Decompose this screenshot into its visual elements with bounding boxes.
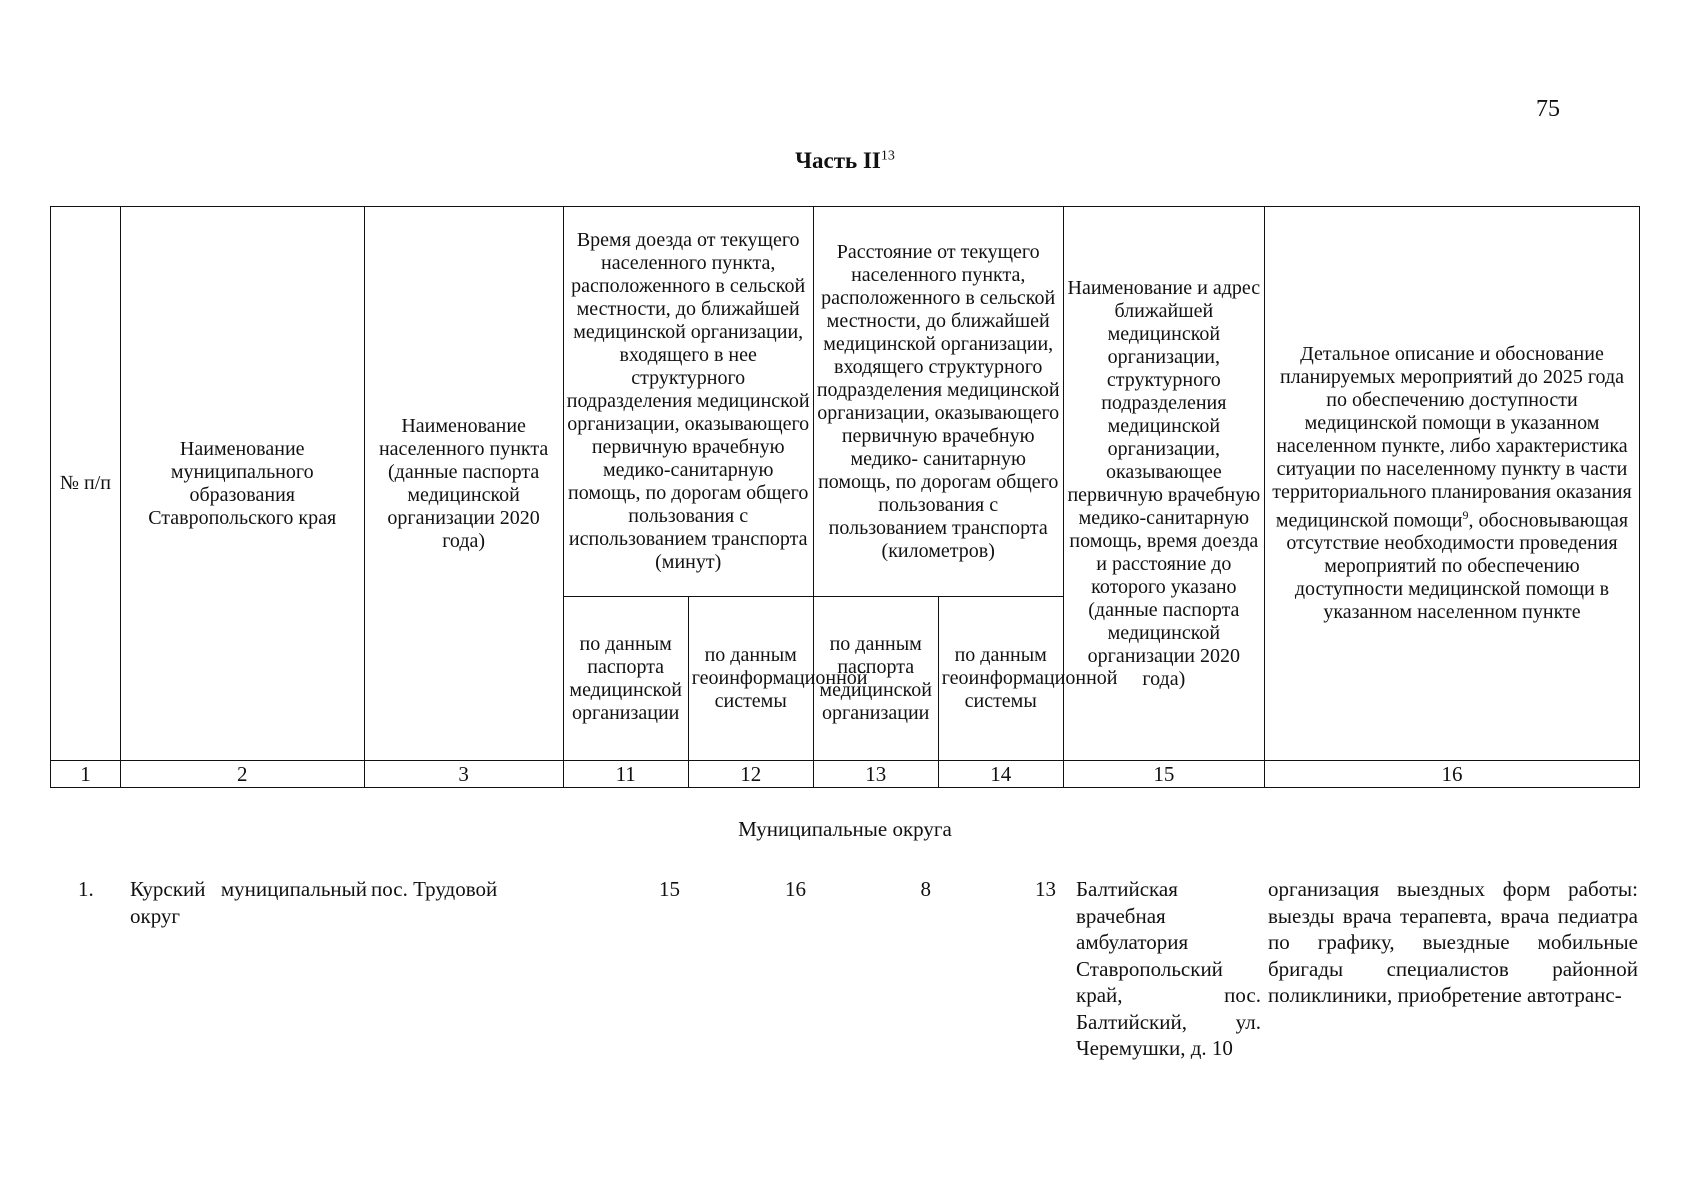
header-col-settlement: Наименование населенного пункта (данные паспорта медицинской организации 2020 года) [364, 207, 563, 761]
row-municipality: Курский муниципальный округ [130, 877, 367, 928]
column-number: 16 [1264, 761, 1639, 788]
header-col16-text: Детальное описание и обоснование планируемых мероприятий до 2025 года по обеспечению доступности медицинской помощи в указанном населенном пункте, либо характеристика ситуации по населенному пункту в части территориального планирования оказания медицинской помощи [1272, 342, 1632, 532]
header-col-municipality: Наименование муниципального образования Ставропольского края [120, 207, 364, 761]
header-time-passport: по данным паспорта медицинской организации [563, 597, 688, 761]
row-description: организация выездных форм работы: выезды врача терапевта, врача педиатра по графику, выездные мобильные бригады специалистов районной поликлиники, приобретение автотранс- [1268, 877, 1638, 1007]
row-distance-passport: 8 [920, 877, 931, 901]
header-distance-group: Расстояние от текущего населенного пункта, расположенного в сельской местности, до ближайшей медицинской организации, входящего структурного подразделения медицинской организации, оказывающего первичную врачебную медико- санитарную помощь, по дорогам общего пользования с пользованием транспорта (километров) [813, 207, 1063, 597]
header-time-group: Время доезда от текущего населенного пункта, расположенного в сельской местности, до ближайшей медицинской организации, входящего в нее структурного подразделения медицинской организации, оказывающего первичную врачебную медико-санитарную помощь, по дорогам общего пользования с использованием транспорта (минут) [563, 207, 813, 597]
part-title-text: Часть II [795, 148, 881, 173]
header-time-gis: по данным геоинформационной системы [688, 597, 813, 761]
column-number: 13 [813, 761, 938, 788]
header-col16-text-continued: , обосновывающая отсутствие необходимости проведения мероприятий по обеспечению доступности медицинской помощи в указанном населенном пункте [1286, 509, 1629, 624]
row-distance-gis: 13 [1035, 877, 1056, 901]
row-facility: Балтийская врачебная амбулатория Ставропольский край, пос. Балтийский, ул. Черемушки, д. 10 [1076, 877, 1261, 1060]
column-number: 15 [1063, 761, 1264, 788]
column-number: 12 [688, 761, 813, 788]
row-number: 1. [78, 877, 94, 901]
part-footnote-ref: 13 [880, 148, 895, 164]
header-col-description [1264, 207, 1639, 761]
column-number: 3 [364, 761, 563, 788]
section-title: Муниципальные округа [738, 817, 952, 841]
header-distance-gis: по данным геоинформационной системы [938, 597, 1063, 761]
header-table [50, 206, 1640, 788]
header-col-facility: Наименование и адрес ближайшей медицинской организации, структурного подразделения медицинской организации, оказывающее первичную врачебную медико-санитарную помощь, время доезда и расстояние до которого указано (данные паспорта медицинской организации 2020 года) [1063, 207, 1264, 761]
header-col-num: № п/п [51, 207, 121, 761]
part-title [0, 148, 1690, 174]
row-settlement: пос. Трудовой [371, 877, 498, 901]
column-number: 2 [120, 761, 364, 788]
header-col16-footnote: 9 [1462, 507, 1469, 522]
header-distance-passport: по данным паспорта медицинской организации [813, 597, 938, 761]
row-time-gis: 16 [785, 877, 806, 901]
row-time-passport: 15 [659, 877, 680, 901]
column-number: 14 [938, 761, 1063, 788]
page-number: 75 [1536, 96, 1560, 122]
column-number: 1 [51, 761, 121, 788]
column-number: 11 [563, 761, 688, 788]
